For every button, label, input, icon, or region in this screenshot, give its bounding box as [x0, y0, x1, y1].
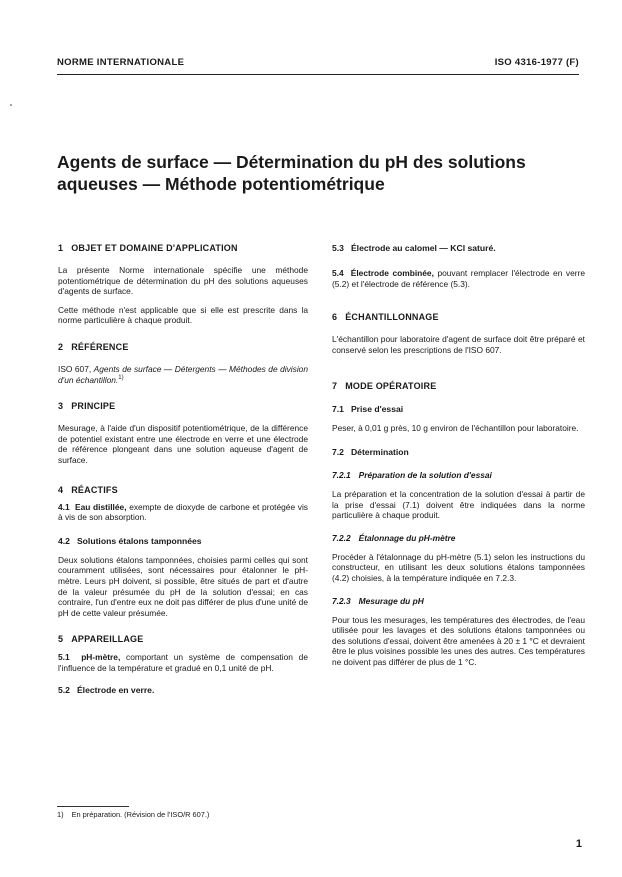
- header-rule: [57, 74, 579, 75]
- reference-title: Agents de surface — Détergents — Méthodes de division d'un échantillon.: [58, 363, 308, 385]
- section-3-number: 3: [58, 401, 64, 412]
- clause-4-1-title: Eau distillée,: [74, 501, 127, 512]
- footnote-marker: 1): [118, 374, 124, 381]
- section-4-heading: [58, 485, 308, 496]
- section-4-number: 4: [58, 484, 64, 495]
- reference-number: ISO 607,: [58, 363, 94, 374]
- section-3-heading: [58, 401, 308, 412]
- section-3-paragraph: Mesurage, à l'aide d'un dispositif potentiométrique, de la différence de potentiel existant entre une électrode en verre et une électrode de référence plongeant dans une solution aqueuse d'agent de surface.: [58, 423, 308, 465]
- section-2-title: RÉFÉRENCE: [71, 341, 129, 352]
- running-header: [57, 57, 579, 71]
- clause-5-1: [58, 652, 308, 673]
- clause-7-2-3-number: 7.2.3: [332, 595, 351, 606]
- clause-4-1-number: 4.1: [58, 501, 70, 512]
- clause-5-2-number: 5.2: [58, 685, 70, 696]
- section-3-title: PRINCIPE: [71, 401, 116, 412]
- clause-7-2-1-text: La préparation et la concentration de la solution d'essai à partir de la prise d'essai (7.1) doivent être indiquées dans la norme particulière à chaque produit.: [332, 488, 585, 521]
- clause-7-1-text: Peser, à 0,01 g près, 10 g environ de l'échantillon pour laboratoire.: [332, 423, 579, 434]
- section-5-title: APPAREILLAGE: [71, 634, 144, 645]
- page-number: 1: [575, 838, 582, 850]
- clause-5-1-text: comportant un système de compensation de l'influence de la température et gradué en 0,1 unité de pH.: [58, 652, 308, 673]
- reference-entry: [58, 364, 308, 385]
- clause-5-3-title: Électrode au calomel — KCl saturé.: [350, 243, 496, 253]
- clause-7-2-3-text: Pour tous les mesurages, les températures des électrodes, de l'eau utilisée pour les lavages et des solutions étalons tamponnées ou des solutions d'essai, doivent être amenées à 20 ± 1 °C et devraient être le plus voisines possible les unes des autres. Ces températures ne doivent pas différer de plus de 1 °C.: [332, 614, 585, 667]
- section-1-title: OBJET ET DOMAINE D'APPLICATION: [71, 243, 238, 253]
- header-left: NORME INTERNATIONALE: [57, 57, 185, 68]
- title-line-1: Agents de surface — Détermination du pH des solutions: [57, 152, 526, 172]
- header-right: ISO 4316-1977 (F): [494, 57, 579, 68]
- footnote-number: 1): [57, 810, 64, 819]
- document-title: [57, 151, 577, 195]
- clause-4-2-number: 4.2: [58, 535, 70, 546]
- section-6-paragraph: L'échantillon pour laboratoire d'agent de surface doit être préparé et conservé selon les prescriptions de l'ISO 607.: [332, 334, 585, 355]
- footnote-rule: [57, 806, 129, 807]
- clause-7-2-number: 7.2: [332, 446, 344, 457]
- clause-7-2-2-text: Procéder à l'étalonnage du pH-mètre (5.1) selon les instructions du constructeur, en utilisant les deux solutions étalons tamponnées (4.2) choisies, à la température indiquée en 7.2.3.: [332, 551, 585, 583]
- clause-5-3: [332, 243, 585, 254]
- clause-7-1-heading: [332, 404, 585, 415]
- clause-5-3-number: 5.3: [332, 243, 344, 253]
- clause-5-4-text: pouvant remplacer l'électrode en verre (5.2) et l'électrode de référence (5.3).: [332, 268, 585, 289]
- section-1-number: 1: [58, 243, 64, 253]
- title-line-2: aqueuses — Méthode potentiométrique: [57, 174, 385, 194]
- footnote: [57, 810, 209, 819]
- clause-7-2-title: Détermination: [350, 446, 409, 457]
- right-column: [332, 243, 585, 668]
- section-1-paragraph-1: La présente Norme internationale spécifie une méthode potentiométrique de détermination du pH des solutions aqueuses d'agents de surface.: [58, 265, 308, 297]
- clause-7-2-1-heading: [332, 470, 585, 481]
- clause-7-2-2-number: 7.2.2: [332, 532, 351, 543]
- section-6-title: ÉCHANTILLONNAGE: [345, 312, 439, 323]
- clause-7-2-1-number: 7.2.1: [332, 469, 351, 480]
- section-7-title: MODE OPÉRATOIRE: [345, 381, 437, 392]
- section-2-number: 2: [58, 341, 64, 352]
- clause-7-2-2-title: Étalonnage du pH-mètre: [358, 532, 456, 543]
- clause-4-2-heading: [58, 536, 308, 547]
- clause-5-2: [58, 685, 308, 696]
- clause-7-1-number: 7.1: [332, 404, 344, 415]
- section-1-heading: [58, 243, 308, 254]
- clause-4-1-text: exempte de dioxyde de carbone et protégée vis à vis de son absorption.: [58, 501, 308, 523]
- clause-5-4-title: Électrode combinée,: [350, 268, 434, 278]
- scan-speck: [10, 104, 12, 106]
- section-6-number: 6: [332, 312, 338, 323]
- clause-4-2-text: Deux solutions étalons tamponnées, choisies parmi celles qui sont couramment utilisées, sont nécessaires pour étalonner le pH-mètre. Leurs pH doivent, si possible, être situés de part et d'autre de la valeur présumée du pH de la solution d'essai; en cas contraire, l'un d'entre eux ne doit pas différer de plus d'une unité de pH de cette valeur présumée.: [58, 554, 308, 618]
- section-6-heading: [332, 312, 585, 323]
- clause-5-1-number: 5.1: [58, 652, 70, 663]
- clause-7-1-title: Prise d'essai: [350, 404, 404, 415]
- left-column: [58, 243, 308, 696]
- section-4-title: RÉACTIFS: [71, 484, 118, 495]
- section-2-heading: [58, 342, 308, 353]
- clause-7-2-3-title: Mesurage du pH: [358, 595, 424, 606]
- section-1-paragraph-2: Cette méthode n'est applicable que si elle est prescrite dans la norme particulière à chaque produit.: [58, 304, 308, 326]
- section-7-number: 7: [332, 381, 338, 392]
- clause-4-1: [58, 502, 308, 523]
- clause-5-1-title: pH-mètre,: [81, 652, 121, 663]
- clause-5-4-number: 5.4: [332, 268, 344, 278]
- clause-7-2-1-title: Préparation de la solution d'essai: [358, 469, 492, 480]
- clause-7-2-2-heading: [332, 533, 585, 544]
- section-7-heading: [332, 381, 585, 392]
- clause-5-2-title: Électrode en verre.: [76, 685, 155, 696]
- clause-5-4: [332, 268, 585, 289]
- clause-7-2-heading: [332, 447, 585, 458]
- footnote-text: En préparation. (Révision de l'ISO/R 607.): [71, 810, 210, 819]
- clause-4-2-title: Solutions étalons tamponnées: [76, 535, 202, 546]
- section-5-heading: [58, 634, 308, 645]
- section-5-number: 5: [58, 634, 64, 645]
- clause-7-2-3-heading: [332, 596, 585, 607]
